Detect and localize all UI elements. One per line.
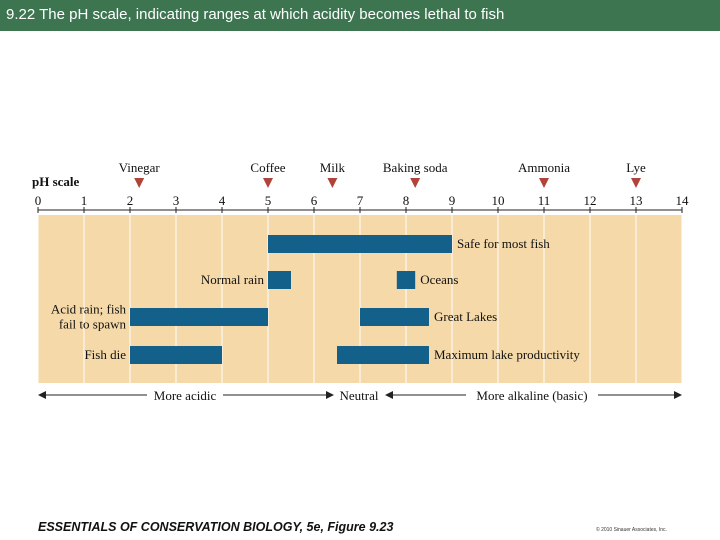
range-label-line: Maximum lake productivity [434,347,580,362]
marker-triangle [327,178,337,188]
neutral-label: Neutral [339,388,379,403]
marker-label: Ammonia [518,160,570,175]
marker-label: Baking soda [382,160,448,175]
range-label-line: Normal rain [200,272,264,287]
tick-label: 6 [310,193,318,208]
range-bar [360,308,429,326]
tick-label: 12 [583,193,597,208]
marker-triangle [263,178,273,188]
range-label [434,309,497,324]
range-label [457,236,550,251]
range-bar [130,346,222,364]
range-label-line: Acid rain; fish [50,301,126,317]
marker-triangle [134,178,144,188]
range-bar [268,271,291,289]
range-bar [337,346,429,364]
tick-label: 5 [264,193,272,208]
range-label [420,272,458,287]
tick-label: 11 [537,193,551,208]
acidic-label: More acidic [153,388,217,403]
range-label-line: Great Lakes [434,309,498,324]
marker-triangle [539,178,549,188]
marker-label: Lye [626,160,646,175]
range-bar [130,308,268,326]
footer-book-caption: ESSENTIALS OF CONSERVATION BIOLOGY, 5e, Figure 9.23 [38,520,394,534]
marker-triangle [631,178,641,188]
tick-label: 14 [675,193,689,208]
range-label [434,347,580,362]
scale-label: pH scale [32,174,80,189]
range-bar [397,271,415,289]
tick-label: 1 [80,193,88,208]
tick-label: 9 [448,193,456,208]
acidic-arrowhead [38,391,46,399]
range-label [51,302,127,332]
range-label-line: Fish die [84,347,126,362]
tick-label: 3 [172,193,180,208]
marker-label: Coffee [250,160,286,175]
tick-label: 2 [126,193,134,208]
range-label-line: fail to spawn [58,316,126,332]
range-label [84,347,126,362]
range-label-line: Safe for most fish [457,236,550,251]
tick-label: 7 [356,193,364,208]
marker-label: Vinegar [118,160,160,175]
alkaline-label: More alkaline (basic) [476,388,588,403]
tick-label: 0 [34,193,42,208]
tick-label: 8 [402,193,410,208]
marker-triangle [410,178,420,188]
range-label [201,272,265,287]
footer-copyright: © 2010 Sinauer Associates, Inc. [596,527,667,533]
tick-label: 10 [491,193,505,208]
tick-label: 4 [218,193,226,208]
range-bar [268,235,452,253]
neutral-left-arrowhead [326,391,334,399]
tick-label: 13 [629,193,643,208]
alkaline-arrowhead [674,391,682,399]
range-label-line: Oceans [420,272,459,287]
marker-label: Milk [319,160,346,175]
slide-title: 9.22 The pH scale, indicating ranges at which acidity becomes lethal to fish [6,6,505,23]
